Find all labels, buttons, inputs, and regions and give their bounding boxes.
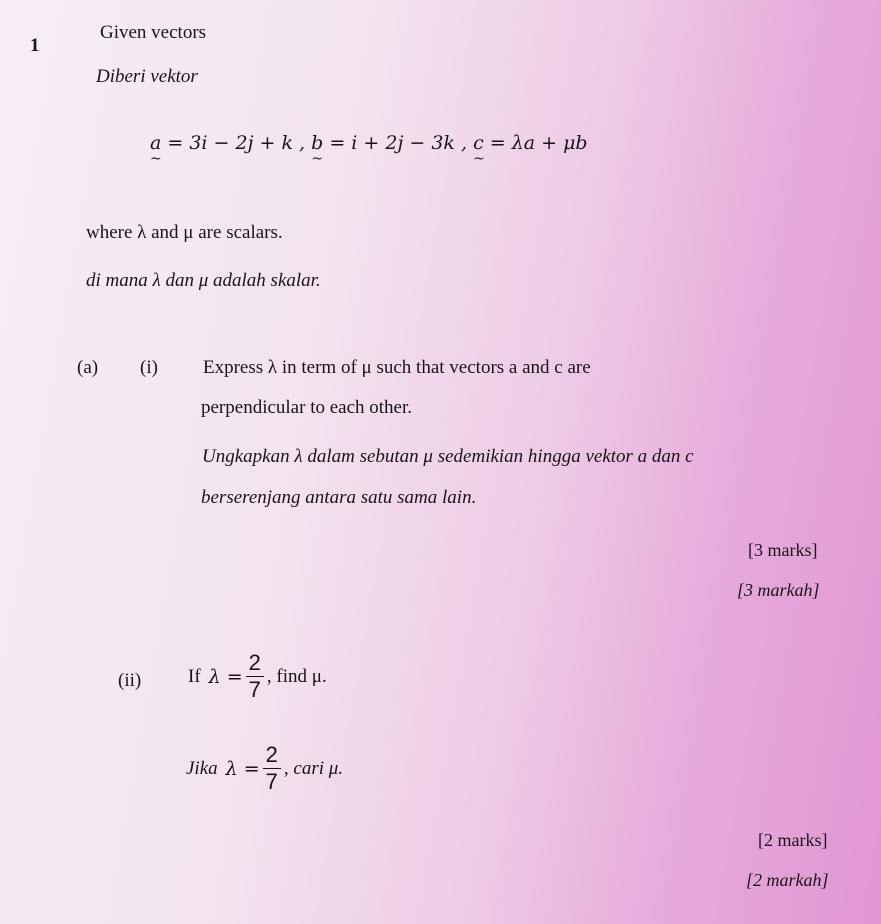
vector-a-expression: = 3i − 2j + k , [161,132,312,154]
part-a-ii-label: (ii) [118,670,142,691]
fraction-denominator: 7 [248,677,261,702]
vector-c-expression: = λa + μb [483,132,588,154]
lambda-equals-malay: λ = [225,757,260,780]
where-english: where λ and μ are scalars. [86,222,283,243]
part-a-label: (a) [77,357,99,378]
vector-definitions [150,132,588,154]
part-a-ii-english [188,652,327,701]
find-mu-malay: , cari μ. [283,757,344,779]
part-a-ii-marks-malay: [2 markah] [746,870,829,890]
vector-a: a ~ [150,132,161,154]
fraction-numerator-malay: 2 [263,744,281,769]
part-a-i-label: (i) [140,357,158,378]
part-a-i-marks-english: [3 marks] [748,540,818,560]
fraction-numerator: 2 [246,652,264,677]
fraction-denominator-malay: 7 [265,769,278,794]
vector-b-expression: = i + 2j − 3k , [323,132,474,154]
intro-english: Given vectors [100,22,207,43]
find-mu-english: , find μ. [266,665,327,687]
part-a-ii-malay [186,744,343,793]
lambda-fraction-malay [263,744,281,793]
part-a-i-line2-english: perpendicular to each other. [201,397,413,418]
jika-label: Jika [186,757,218,779]
if-label: If [188,665,201,687]
where-malay: di mana λ dan μ adalah skalar. [86,270,321,291]
vector-b: b ~ [311,132,323,154]
part-a-i-line2-malay: berserenjang antara satu sama lain. [201,487,477,508]
lambda-equals: λ = [208,665,243,688]
part-a-i-line1-english: Express λ in term of μ such that vectors a and c are [203,357,591,378]
intro-malay: Diberi vektor [96,66,198,87]
question-number: 1 [30,35,40,56]
part-a-i-line1-malay: Ungkapkan λ dalam sebutan μ sedemikian hingga vektor a dan c [202,446,694,467]
part-a-ii-marks-english: [2 marks] [758,830,828,850]
lambda-fraction [246,652,264,701]
part-a-i-marks-malay: [3 markah] [737,580,820,600]
vector-c: c ~ [473,132,484,154]
